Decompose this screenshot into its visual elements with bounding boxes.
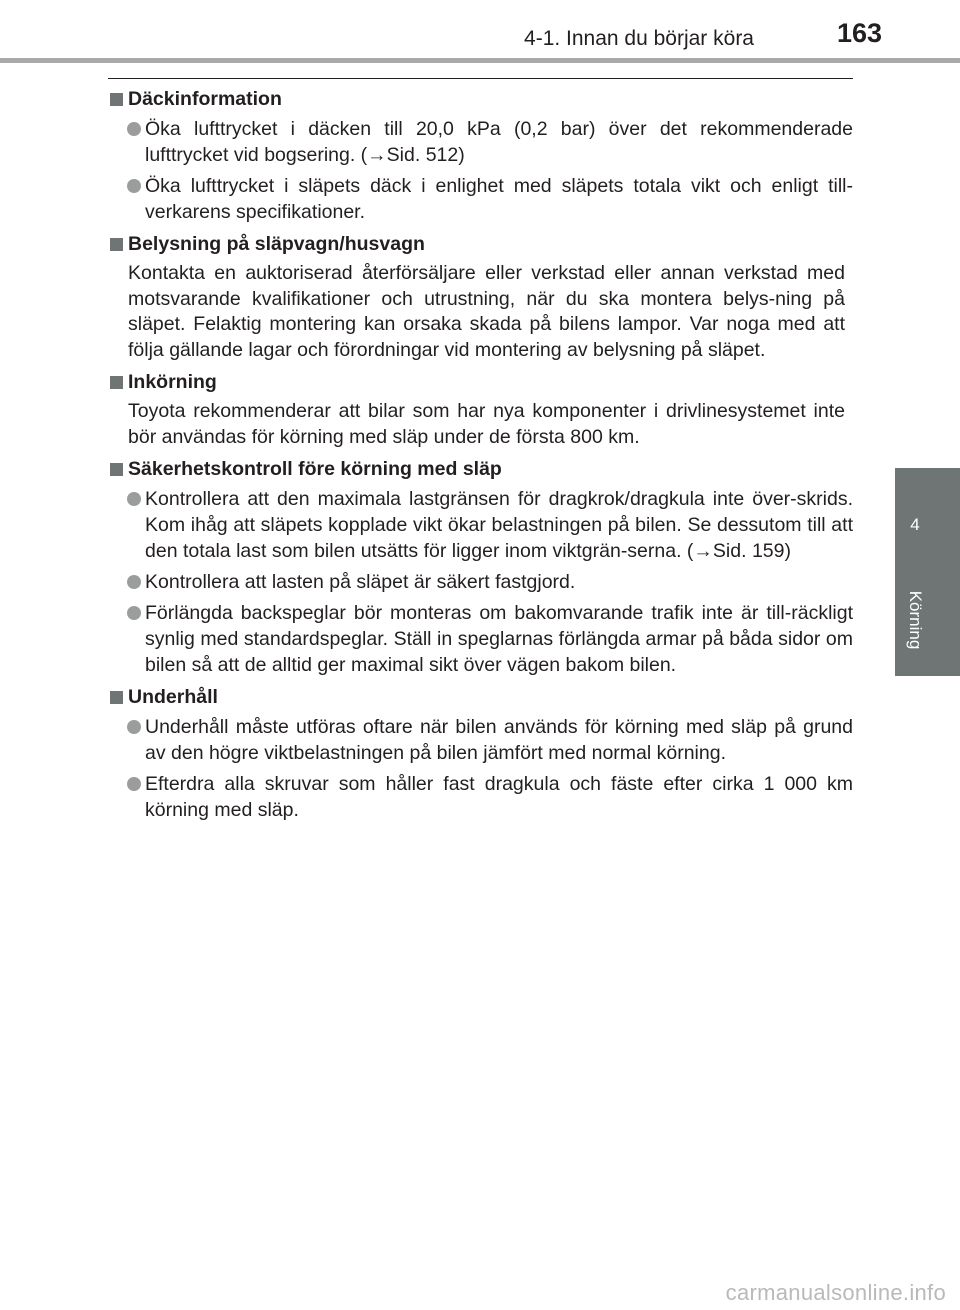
- list-item: Förlängda backspeglar bör monteras om bakomvarande trafik inte är till-räckligt synlig med standardspeglar. Ställ in speglarnas förlängda armar på båda sidor om bilen så att de alltid ger maximal sikt över vägen bakom bilen.: [108, 600, 853, 678]
- section-heading: Säkerhetskontroll före körning med släp: [108, 456, 853, 483]
- square-bullet-icon: [110, 238, 123, 251]
- chapter-title: 4-1. Innan du börjar köra: [524, 27, 754, 50]
- list-item: Kontrollera att den maximala lastgränsen för dragkrok/dragkula inte över-skrids. Kom ihåg att släpets kopplade vikt ökar belastningen på bilen. Se dessutom till att den totala last som bilen utsätts för ligger inom viktgrän-serna. (→Sid. 159): [108, 486, 853, 564]
- square-bullet-icon: [110, 463, 123, 476]
- page-header: [0, 0, 960, 58]
- circle-bullet-icon: [127, 720, 141, 734]
- chapter-tab-label: Körning: [906, 590, 925, 650]
- section-heading: Inkörning: [108, 369, 853, 396]
- page-content: [108, 86, 853, 828]
- section-maintenance: [108, 684, 853, 823]
- section-heading: Däckinformation: [108, 86, 853, 113]
- section-heading: Underhåll: [108, 684, 853, 711]
- section-trailer-lighting: [108, 231, 853, 363]
- section-safety-check: [108, 456, 853, 678]
- watermark: carmanualsonline.info: [725, 1280, 946, 1305]
- circle-bullet-icon: [127, 492, 141, 506]
- list-item: Efterdra alla skruvar som håller fast dragkula och fäste efter cirka 1 000 km körning med släp.: [108, 771, 853, 823]
- section-paragraph: Kontakta en auktoriserad återförsäljare eller verkstad eller annan verkstad med motsvarande kvalifikationer och utrustning, när du ska montera belys-ning på släpet. Felaktig montering kan orsaka skada på bilens lampor. Var noga med att följa gällande lagar och förordningar vid montering av belysning på släpet.: [128, 262, 845, 361]
- section-break-in: [108, 369, 853, 450]
- square-bullet-icon: [110, 376, 123, 389]
- circle-bullet-icon: [127, 122, 141, 136]
- page-number: 163: [836, 18, 882, 48]
- square-bullet-icon: [110, 691, 123, 704]
- list-item: Öka lufttrycket i släpets däck i enlighet med släpets totala vikt och enligt till-verkarens specifikationer.: [108, 173, 853, 225]
- circle-bullet-icon: [127, 179, 141, 193]
- list-item: Underhåll måste utföras oftare när bilen används för körning med släp på grund av den högre viktbelastningen på bilen jämfört med normal körning.: [108, 714, 853, 766]
- list-item: Kontrollera att lasten på släpet är säkert fastgjord.: [108, 569, 853, 595]
- circle-bullet-icon: [127, 606, 141, 620]
- section-heading: Belysning på släpvagn/husvagn: [108, 231, 853, 258]
- section-tire-info: [108, 86, 853, 225]
- header-divider: [0, 58, 960, 63]
- content-divider: [108, 78, 853, 79]
- circle-bullet-icon: [127, 777, 141, 791]
- chapter-tab-number: 4: [910, 515, 920, 534]
- square-bullet-icon: [110, 93, 123, 106]
- section-paragraph: Toyota rekommenderar att bilar som har nya komponenter i drivlinesystemet inte bör användas för körning med släp under de första 800 km.: [128, 400, 845, 448]
- circle-bullet-icon: [127, 575, 141, 589]
- list-item: Öka lufttrycket i däcken till 20,0 kPa (0,2 bar) över det rekommenderade lufttrycket vid bogsering. (→Sid. 512): [108, 116, 853, 168]
